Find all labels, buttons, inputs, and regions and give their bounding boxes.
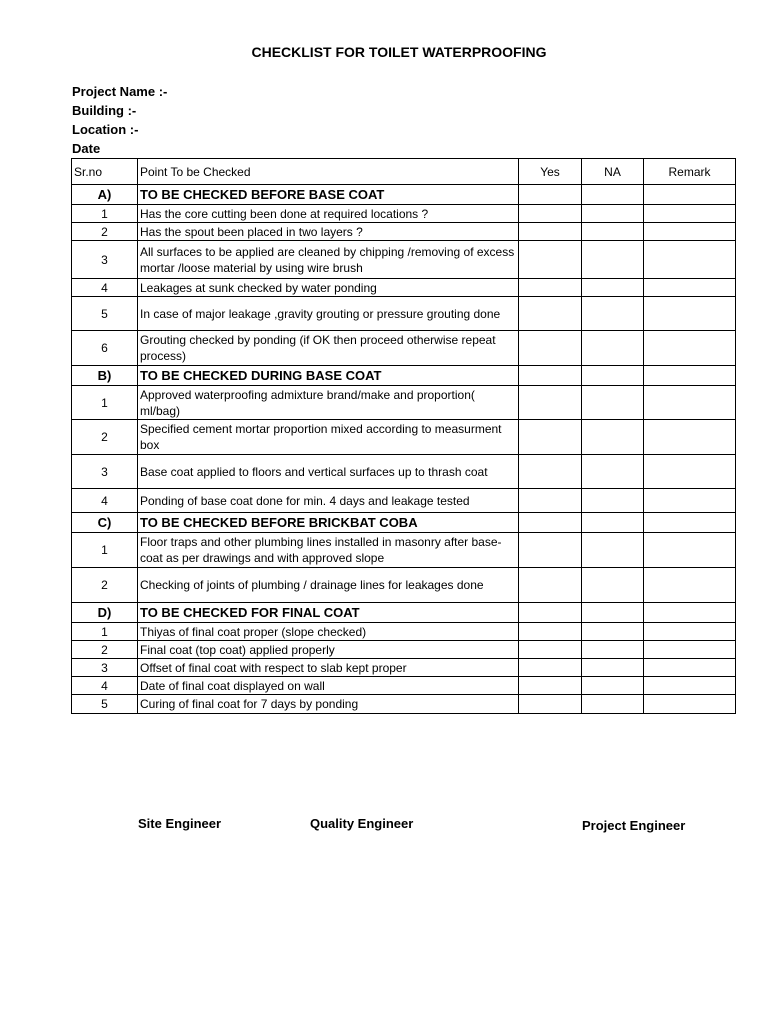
yes-cell[interactable] xyxy=(519,603,582,623)
remark-cell[interactable] xyxy=(644,420,736,455)
header-remark: Remark xyxy=(644,159,736,185)
page-title: CHECKLIST FOR TOILET WATERPROOFING xyxy=(251,44,547,60)
na-cell[interactable] xyxy=(582,513,644,533)
remark-cell[interactable] xyxy=(644,623,736,641)
remark-cell[interactable] xyxy=(644,677,736,695)
remark-cell[interactable] xyxy=(644,185,736,205)
item-number: 1 xyxy=(72,533,138,568)
item-number: 2 xyxy=(72,568,138,603)
na-cell[interactable] xyxy=(582,623,644,641)
section-label: B) xyxy=(72,366,138,386)
yes-cell[interactable] xyxy=(519,366,582,386)
item-text: Final coat (top coat) applied properly xyxy=(138,641,519,659)
item-number: 2 xyxy=(72,641,138,659)
table-row xyxy=(72,695,736,714)
item-text: Date of final coat displayed on wall xyxy=(138,677,519,695)
section-row xyxy=(72,513,736,533)
item-text: Base coat applied to floors and vertical surfaces up to thrash coat xyxy=(138,455,519,489)
table-row xyxy=(72,205,736,223)
na-cell[interactable] xyxy=(582,603,644,623)
section-title: TO BE CHECKED DURING BASE COAT xyxy=(138,366,519,386)
na-cell[interactable] xyxy=(582,659,644,677)
table-row xyxy=(72,331,736,366)
item-text: All surfaces to be applied are cleaned by chipping /removing of excess mortar /loose material by using wire brush xyxy=(138,241,519,279)
section-title: TO BE CHECKED BEFORE BASE COAT xyxy=(138,185,519,205)
yes-cell[interactable] xyxy=(519,533,582,568)
remark-cell[interactable] xyxy=(644,568,736,603)
section-label: A) xyxy=(72,185,138,205)
item-text: In case of major leakage ,gravity grouting or pressure grouting done xyxy=(138,297,519,331)
table-row xyxy=(72,420,736,455)
table-row xyxy=(72,568,736,603)
na-cell[interactable] xyxy=(582,366,644,386)
table-row xyxy=(72,533,736,568)
header-srno: Sr.no xyxy=(72,159,138,185)
na-cell[interactable] xyxy=(582,331,644,366)
yes-cell[interactable] xyxy=(519,205,582,223)
na-cell[interactable] xyxy=(582,420,644,455)
section-title: TO BE CHECKED FOR FINAL COAT xyxy=(138,603,519,623)
item-number: 1 xyxy=(72,205,138,223)
yes-cell[interactable] xyxy=(519,279,582,297)
item-number: 4 xyxy=(72,279,138,297)
item-number: 2 xyxy=(72,223,138,241)
yes-cell[interactable] xyxy=(519,568,582,603)
na-cell[interactable] xyxy=(582,533,644,568)
remark-cell[interactable] xyxy=(644,641,736,659)
yes-cell[interactable] xyxy=(519,641,582,659)
remark-cell[interactable] xyxy=(644,366,736,386)
item-number: 3 xyxy=(72,241,138,279)
quality-engineer-signature: Quality Engineer xyxy=(310,816,414,831)
remark-cell[interactable] xyxy=(644,331,736,366)
yes-cell[interactable] xyxy=(519,695,582,714)
remark-cell[interactable] xyxy=(644,489,736,513)
item-number: 5 xyxy=(72,695,138,714)
na-cell[interactable] xyxy=(582,455,644,489)
yes-cell[interactable] xyxy=(519,386,582,420)
remark-cell[interactable] xyxy=(644,297,736,331)
section-label: D) xyxy=(72,603,138,623)
location-label: Location :- xyxy=(72,122,139,137)
na-cell[interactable] xyxy=(582,279,644,297)
na-cell[interactable] xyxy=(582,677,644,695)
header-yes: Yes xyxy=(519,159,582,185)
item-text: Offset of final coat with respect to slab kept proper xyxy=(138,659,519,677)
na-cell[interactable] xyxy=(582,185,644,205)
item-text: Thiyas of final coat proper (slope checked) xyxy=(138,623,519,641)
yes-cell[interactable] xyxy=(519,489,582,513)
project-engineer-signature: Project Engineer xyxy=(582,818,686,833)
remark-cell[interactable] xyxy=(644,241,736,279)
item-text: Has the core cutting been done at required locations ? xyxy=(138,205,519,223)
table-row xyxy=(72,279,736,297)
table-row xyxy=(72,623,736,641)
yes-cell[interactable] xyxy=(519,513,582,533)
na-cell[interactable] xyxy=(582,568,644,603)
yes-cell[interactable] xyxy=(519,623,582,641)
yes-cell[interactable] xyxy=(519,241,582,279)
item-text: Ponding of base coat done for min. 4 days and leakage tested xyxy=(138,489,519,513)
table-row xyxy=(72,297,736,331)
table-row xyxy=(72,223,736,241)
remark-cell[interactable] xyxy=(644,695,736,714)
item-number: 4 xyxy=(72,677,138,695)
yes-cell[interactable] xyxy=(519,677,582,695)
header-na: NA xyxy=(582,159,644,185)
yes-cell[interactable] xyxy=(519,420,582,455)
yes-cell[interactable] xyxy=(519,659,582,677)
checklist-table xyxy=(71,158,736,714)
remark-cell[interactable] xyxy=(644,533,736,568)
section-row xyxy=(72,603,736,623)
item-number: 3 xyxy=(72,455,138,489)
table-row xyxy=(72,241,736,279)
header-point: Point To be Checked xyxy=(138,159,519,185)
date-label: Date xyxy=(72,141,101,156)
na-cell[interactable] xyxy=(582,241,644,279)
yes-cell[interactable] xyxy=(519,185,582,205)
project-name-label: Project Name :- xyxy=(72,84,168,99)
table-row xyxy=(72,386,736,420)
na-cell[interactable] xyxy=(582,489,644,513)
section-label: C) xyxy=(72,513,138,533)
table-row xyxy=(72,677,736,695)
yes-cell[interactable] xyxy=(519,455,582,489)
item-number: 3 xyxy=(72,659,138,677)
remark-cell[interactable] xyxy=(644,205,736,223)
remark-cell[interactable] xyxy=(644,279,736,297)
checklist-body xyxy=(72,159,736,714)
item-text: Curing of final coat for 7 days by ponding xyxy=(138,695,519,714)
item-text: Approved waterproofing admixture brand/make and proportion( ml/bag) xyxy=(138,386,519,420)
na-cell[interactable] xyxy=(582,297,644,331)
site-engineer-signature: Site Engineer xyxy=(138,816,222,831)
remark-cell[interactable] xyxy=(644,386,736,420)
yes-cell[interactable] xyxy=(519,297,582,331)
na-cell[interactable] xyxy=(582,205,644,223)
item-number: 1 xyxy=(72,623,138,641)
na-cell[interactable] xyxy=(582,386,644,420)
item-text: Grouting checked by ponding (if OK then proceed otherwise repeat process) xyxy=(138,331,519,366)
na-cell[interactable] xyxy=(582,223,644,241)
yes-cell[interactable] xyxy=(519,331,582,366)
table-row xyxy=(72,455,736,489)
na-cell[interactable] xyxy=(582,695,644,714)
item-text: Specified cement mortar proportion mixed according to measurment box xyxy=(138,420,519,455)
section-title: TO BE CHECKED BEFORE BRICKBAT COBA xyxy=(138,513,519,533)
item-text: Leakages at sunk checked by water ponding xyxy=(138,279,519,297)
building-label: Building :- xyxy=(72,103,137,118)
table-row xyxy=(72,641,736,659)
table-row xyxy=(72,659,736,677)
remark-cell[interactable] xyxy=(644,513,736,533)
remark-cell[interactable] xyxy=(644,603,736,623)
section-row xyxy=(72,366,736,386)
item-number: 5 xyxy=(72,297,138,331)
remark-cell[interactable] xyxy=(644,659,736,677)
table-row xyxy=(72,489,736,513)
item-number: 1 xyxy=(72,386,138,420)
remark-cell[interactable] xyxy=(644,223,736,241)
table-header-row xyxy=(72,159,736,185)
item-text: Has the spout been placed in two layers ? xyxy=(138,223,519,241)
item-number: 2 xyxy=(72,420,138,455)
item-text: Floor traps and other plumbing lines installed in masonry after base-coat as per drawings and with approved slope xyxy=(138,533,519,568)
remark-cell[interactable] xyxy=(644,455,736,489)
na-cell[interactable] xyxy=(582,641,644,659)
item-text: Checking of joints of plumbing / drainage lines for leakages done xyxy=(138,568,519,603)
item-number: 6 xyxy=(72,331,138,366)
item-number: 4 xyxy=(72,489,138,513)
section-row xyxy=(72,185,736,205)
yes-cell[interactable] xyxy=(519,223,582,241)
